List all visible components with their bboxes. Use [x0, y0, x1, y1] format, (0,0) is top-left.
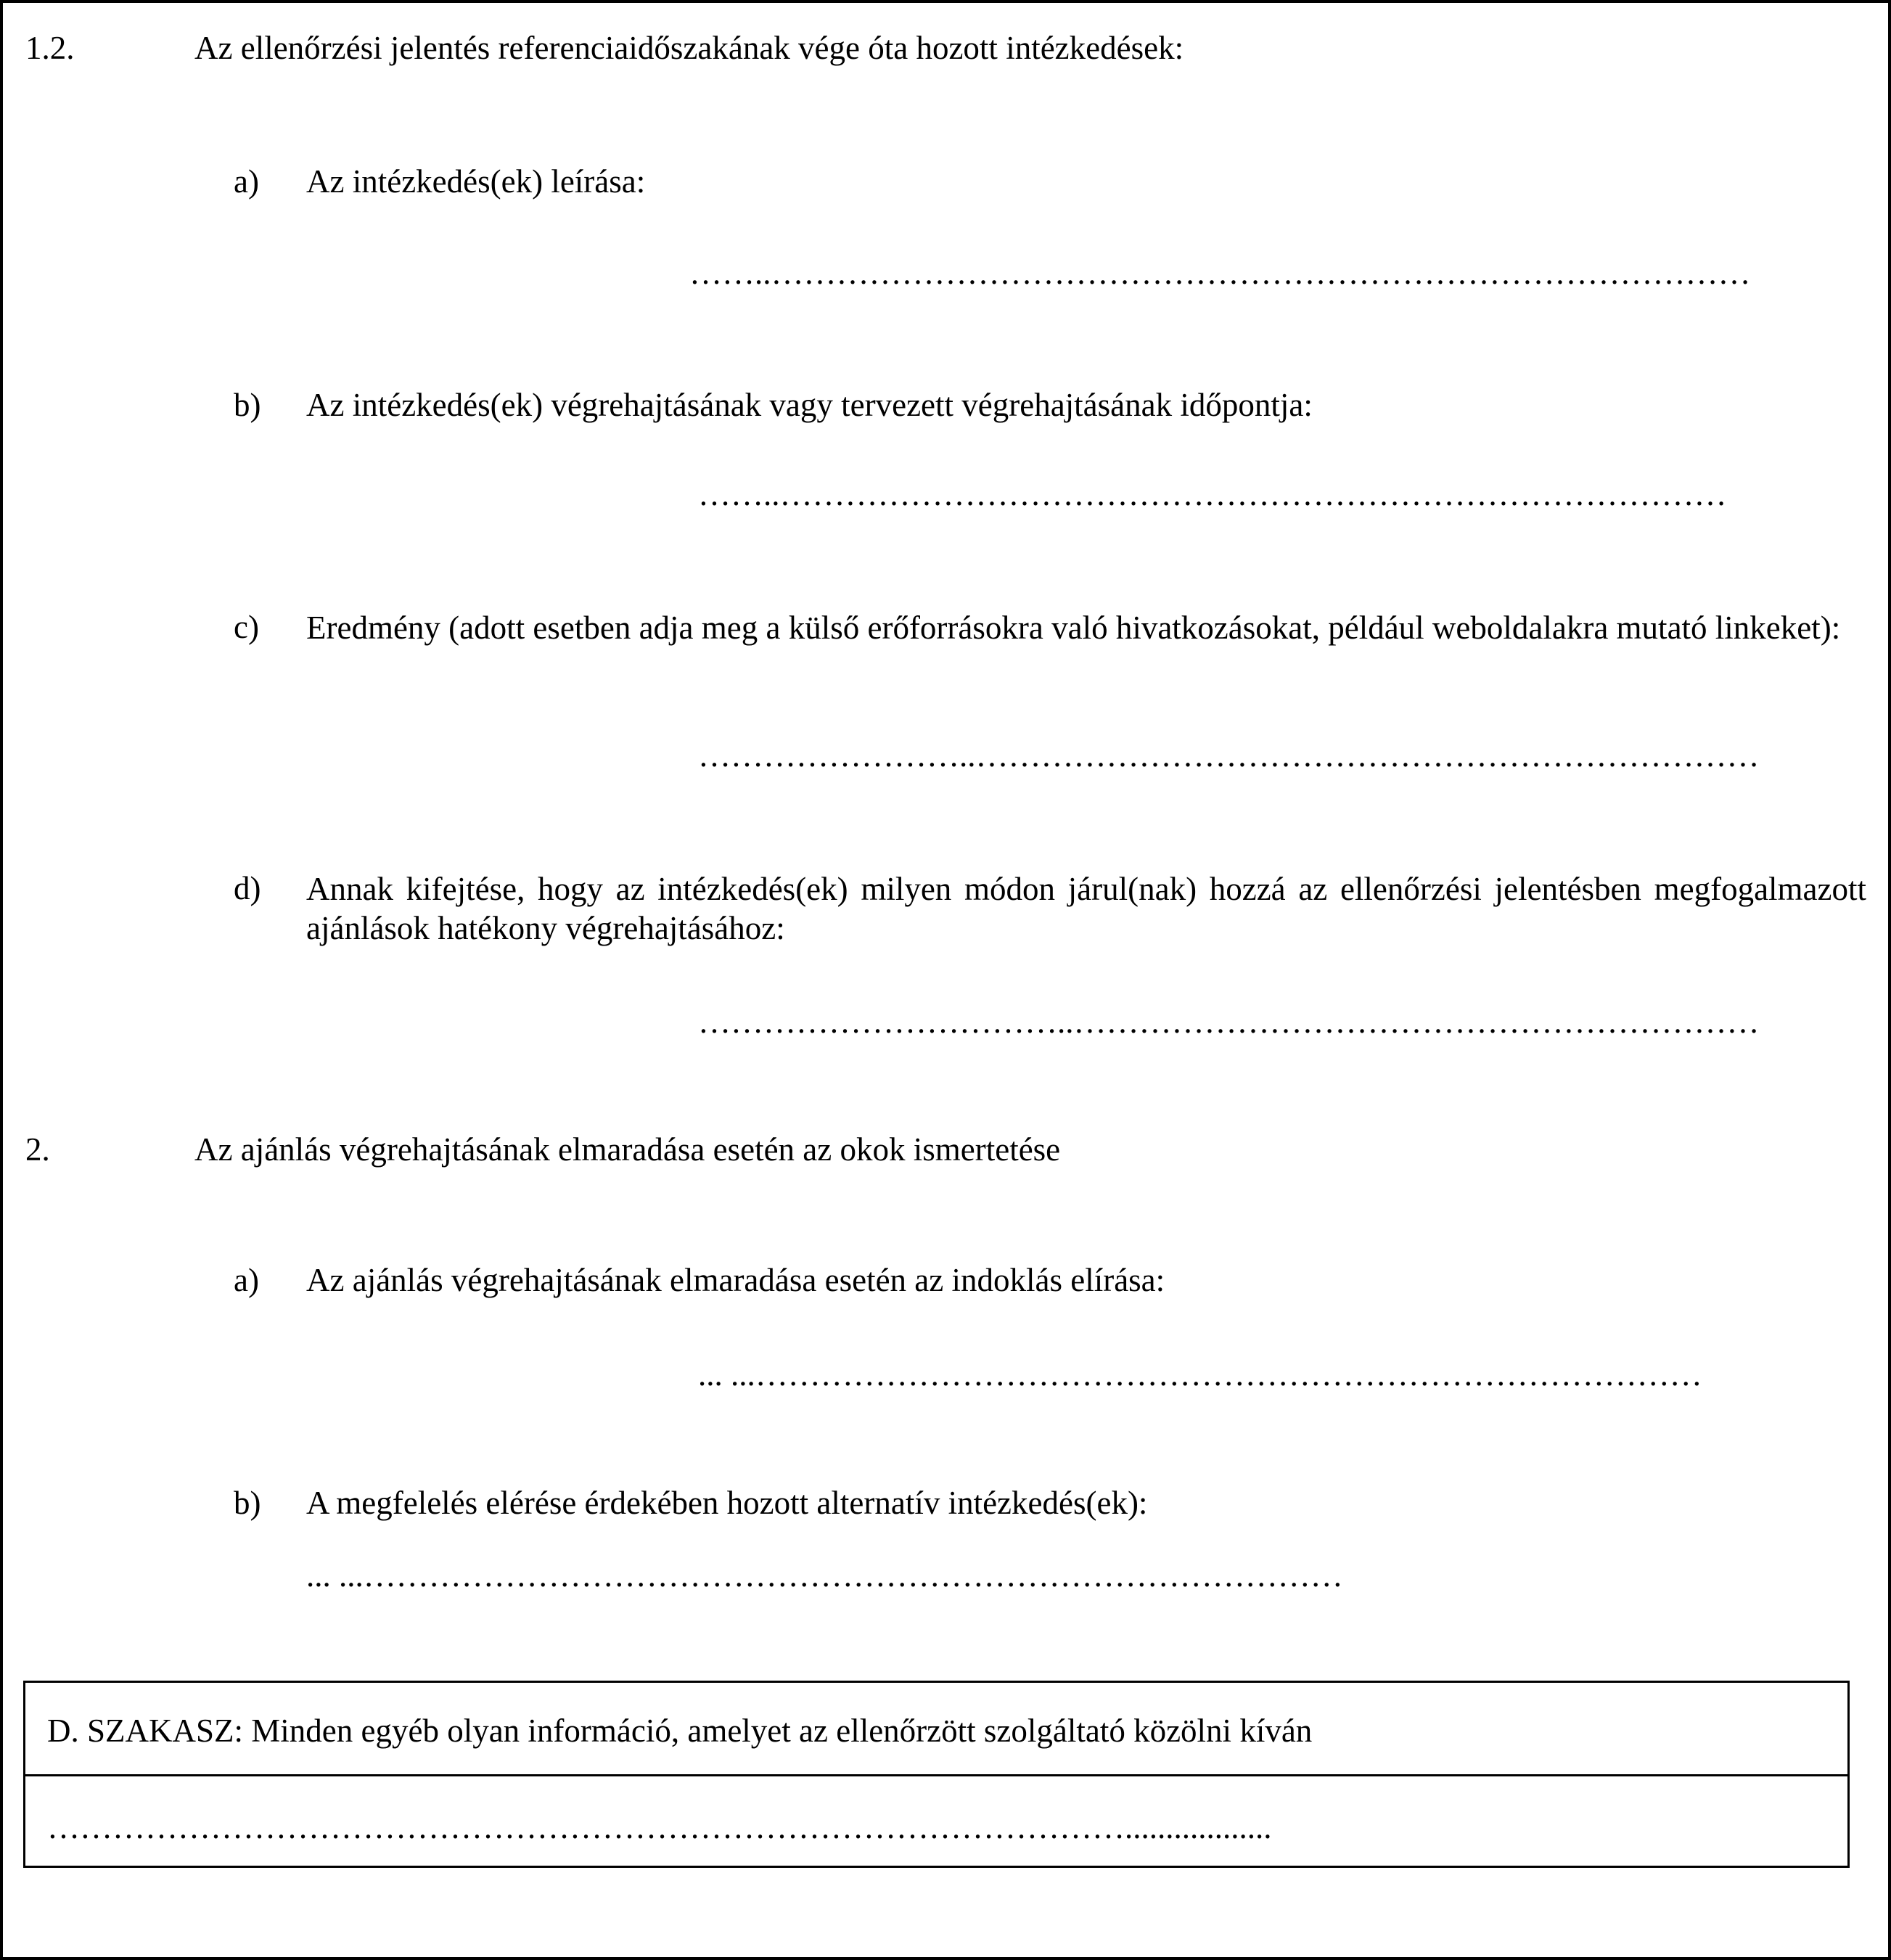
- section-title: Az ajánlás végrehajtásának elmaradása esetén az okok ismertetése: [194, 1131, 1061, 1168]
- section-title: Az ellenőrzési jelentés referenciaidőszakának vége óta hozott intézkedések:: [194, 30, 1184, 66]
- item-label: a): [234, 163, 259, 200]
- section-d-title: D. SZAKASZ: Minden egyéb olyan információ, amelyet az ellenőrzött szolgáltató közölni kíván: [47, 1713, 1313, 1749]
- item-text: Annak kifejtése, hogy az intézkedés(ek) milyen módon járul(nak) hozzá az ellenőrzési jelentésben megfogalmazott ajánlások hatékony végrehajtásához:: [306, 871, 1866, 946]
- item-label: d): [234, 870, 261, 906]
- section-number: 2.: [25, 1131, 50, 1168]
- item-text: A megfelelés elérése érdekében hozott alternatív intézkedés(ek):: [306, 1485, 1148, 1521]
- item-text: Eredmény (adott esetben adja meg a külső erőforrásokra való hivatkozásokat, például weboldalakra mutató linkeket):: [306, 610, 1841, 646]
- item-text: Az ajánlás végrehajtásának elmaradása esetén az indoklás elírása:: [306, 1262, 1165, 1298]
- fill-in-field[interactable]: ... ...……………………………………………………………………………: [698, 1356, 1702, 1393]
- fill-in-field[interactable]: ……………………………..………………………………………………………: [698, 1004, 1760, 1040]
- section-number: 1.2.: [25, 30, 75, 66]
- item-label: b): [234, 387, 261, 423]
- fill-in-field[interactable]: ………………………………………………………………………………………..................: [47, 1809, 1272, 1845]
- fill-in-field[interactable]: ……………………..………………………………………………………………: [698, 737, 1760, 774]
- fill-in-field[interactable]: ... ...………………………………………………………………………………: [306, 1557, 1343, 1594]
- item-label: c): [234, 609, 259, 645]
- fill-in-field[interactable]: ……..……………………………………………………………………………: [698, 476, 1727, 512]
- item-text: Az intézkedés(ek) leírása:: [306, 163, 646, 200]
- item-text: Az intézkedés(ek) végrehajtásának vagy tervezett végrehajtásának időpontja:: [306, 387, 1313, 423]
- item-label: b): [234, 1485, 261, 1521]
- section-d-box: [23, 1681, 1850, 1868]
- section-d-header: [25, 1683, 1847, 1776]
- item-label: a): [234, 1262, 259, 1298]
- fill-in-field[interactable]: ……..………………………………………………………………………………: [689, 255, 1751, 291]
